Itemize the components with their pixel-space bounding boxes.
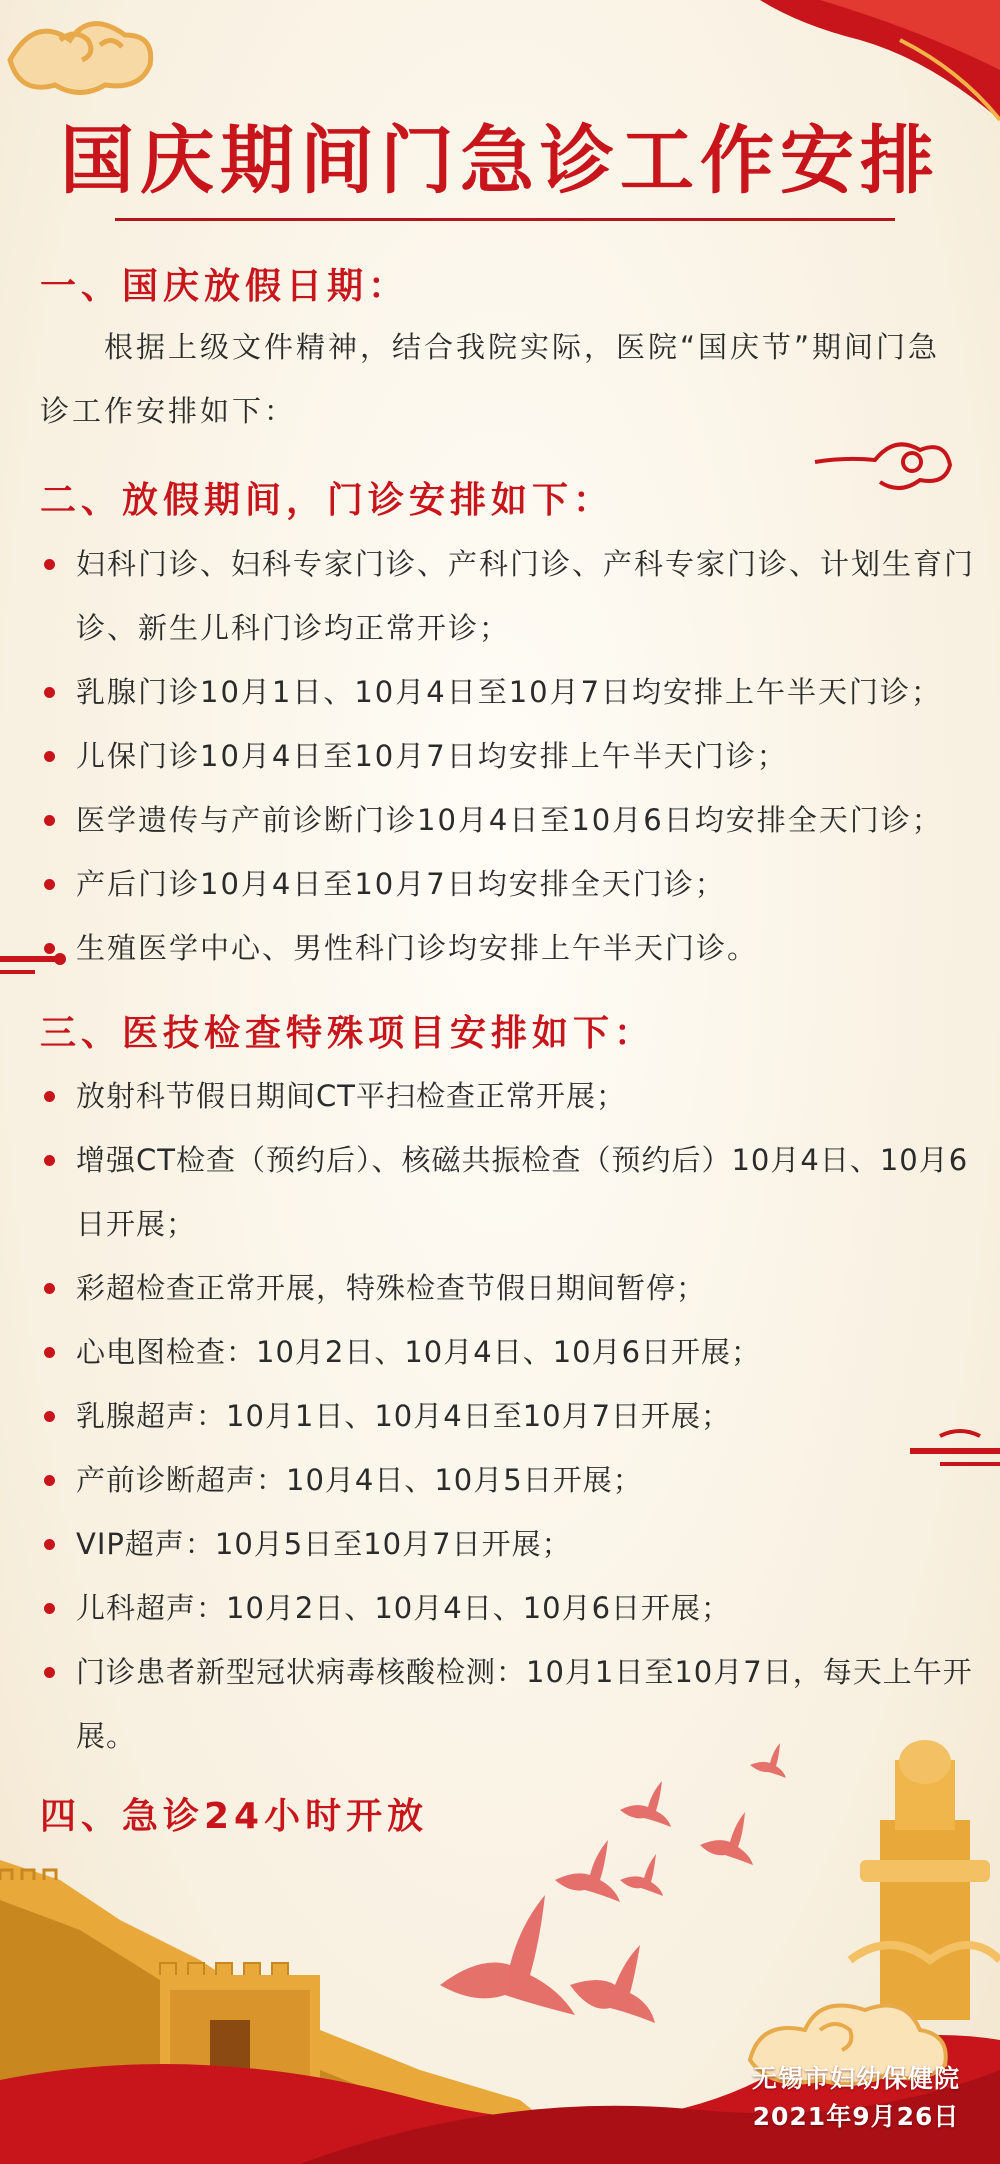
list-item-text: 医学遗传与产前诊断门诊10月4日至10月6日均安排全天门诊； bbox=[76, 803, 943, 837]
list-item bbox=[40, 1576, 980, 1640]
list-item bbox=[40, 1128, 980, 1256]
list-item bbox=[40, 852, 980, 916]
section-heading-holiday-dates: 一、国庆放假日期： bbox=[40, 266, 410, 307]
list-item bbox=[40, 1064, 980, 1128]
bullet-icon bbox=[44, 815, 55, 826]
list-item bbox=[40, 660, 980, 724]
medical-tech-list bbox=[40, 1064, 980, 1768]
bullet-icon bbox=[44, 1283, 55, 1294]
list-item bbox=[40, 916, 980, 980]
page-title: 国庆期间门急诊工作安排 bbox=[60, 118, 940, 204]
list-item-text: 产后门诊10月4日至10月7日均安排全天门诊； bbox=[76, 867, 726, 901]
bullet-icon bbox=[44, 1667, 55, 1678]
list-item bbox=[40, 1512, 980, 1576]
list-item bbox=[40, 1384, 980, 1448]
bullet-icon bbox=[44, 1539, 55, 1550]
list-item-text: 儿保门诊10月4日至10月7日均安排上午半天门诊； bbox=[76, 739, 788, 773]
list-item-text: 放射科节假日期间CT平扫检查正常开展； bbox=[76, 1079, 626, 1113]
huabiao-icon bbox=[850, 1740, 1000, 2020]
title-divider bbox=[115, 218, 895, 221]
list-item-text: VIP超声：10月5日至10月7日开展； bbox=[76, 1527, 572, 1561]
bullet-icon bbox=[44, 687, 55, 698]
list-item-text: 增强CT检查（预约后）、核磁共振检查（预约后）10月4日、10月6日开展； bbox=[76, 1143, 969, 1241]
list-item bbox=[40, 724, 980, 788]
list-item-text: 产前诊断超声：10月4日、10月5日开展； bbox=[76, 1463, 643, 1497]
bullet-icon bbox=[44, 1475, 55, 1486]
list-item bbox=[40, 788, 980, 852]
bullet-icon bbox=[44, 1603, 55, 1614]
list-item bbox=[40, 1320, 980, 1384]
bullet-icon bbox=[44, 879, 55, 890]
dove-icon bbox=[440, 1743, 786, 2023]
list-item-text: 儿科超声：10月2日、10月4日、10月6日开展； bbox=[76, 1591, 732, 1625]
issue-date: 2021年9月26日 bbox=[752, 2102, 960, 2131]
bullet-icon bbox=[44, 943, 55, 954]
cloud-icon bbox=[815, 444, 950, 488]
section-heading-emergency: 四、急诊24小时开放 bbox=[40, 1796, 429, 1837]
organization-name: 无锡市妇幼保健院 bbox=[751, 2064, 960, 2093]
section-paragraph-intro bbox=[40, 315, 960, 443]
cloud-icon bbox=[10, 24, 151, 93]
outpatient-list bbox=[40, 532, 980, 980]
intro-text: 根据上级文件精神，结合我院实际，医院“国庆节”期间门急诊工作安排如下： bbox=[40, 330, 941, 428]
list-item-text: 乳腺超声：10月1日、10月4日至10月7日开展； bbox=[76, 1399, 732, 1433]
section-heading-medical-tech: 三、医技检查特殊项目安排如下： bbox=[40, 1013, 656, 1054]
bullet-icon bbox=[44, 1091, 55, 1102]
bullet-icon bbox=[44, 1155, 55, 1166]
list-item-text: 心电图检查：10月2日、10月4日、10月6日开展； bbox=[76, 1335, 762, 1369]
bullet-icon bbox=[44, 1411, 55, 1422]
list-item-text: 乳腺门诊10月1日、10月4日至10月7日均安排上午半天门诊； bbox=[76, 675, 943, 709]
section-heading-outpatient: 二、放假期间，门诊安排如下： bbox=[40, 480, 615, 521]
bullet-icon bbox=[44, 751, 55, 762]
list-item bbox=[40, 532, 980, 660]
list-item bbox=[40, 1640, 980, 1768]
list-item-text: 彩超检查正常开展，特殊检查节假日期间暂停； bbox=[76, 1271, 707, 1305]
bullet-icon bbox=[44, 1347, 55, 1358]
list-item bbox=[40, 1448, 980, 1512]
list-item-text: 生殖医学中心、男性科门诊均安排上午半天门诊。 bbox=[76, 931, 759, 965]
list-item bbox=[40, 1256, 980, 1320]
footer-signature bbox=[752, 2060, 960, 2136]
list-item-text: 妇科门诊、妇科专家门诊、产科门诊、产科专家门诊、计划生育门诊、新生儿科门诊均正常开诊； bbox=[76, 547, 976, 645]
bullet-icon bbox=[44, 559, 55, 570]
list-item-text: 门诊患者新型冠状病毒核酸检测：10月1日至10月7日，每天上午开展。 bbox=[76, 1655, 973, 1753]
